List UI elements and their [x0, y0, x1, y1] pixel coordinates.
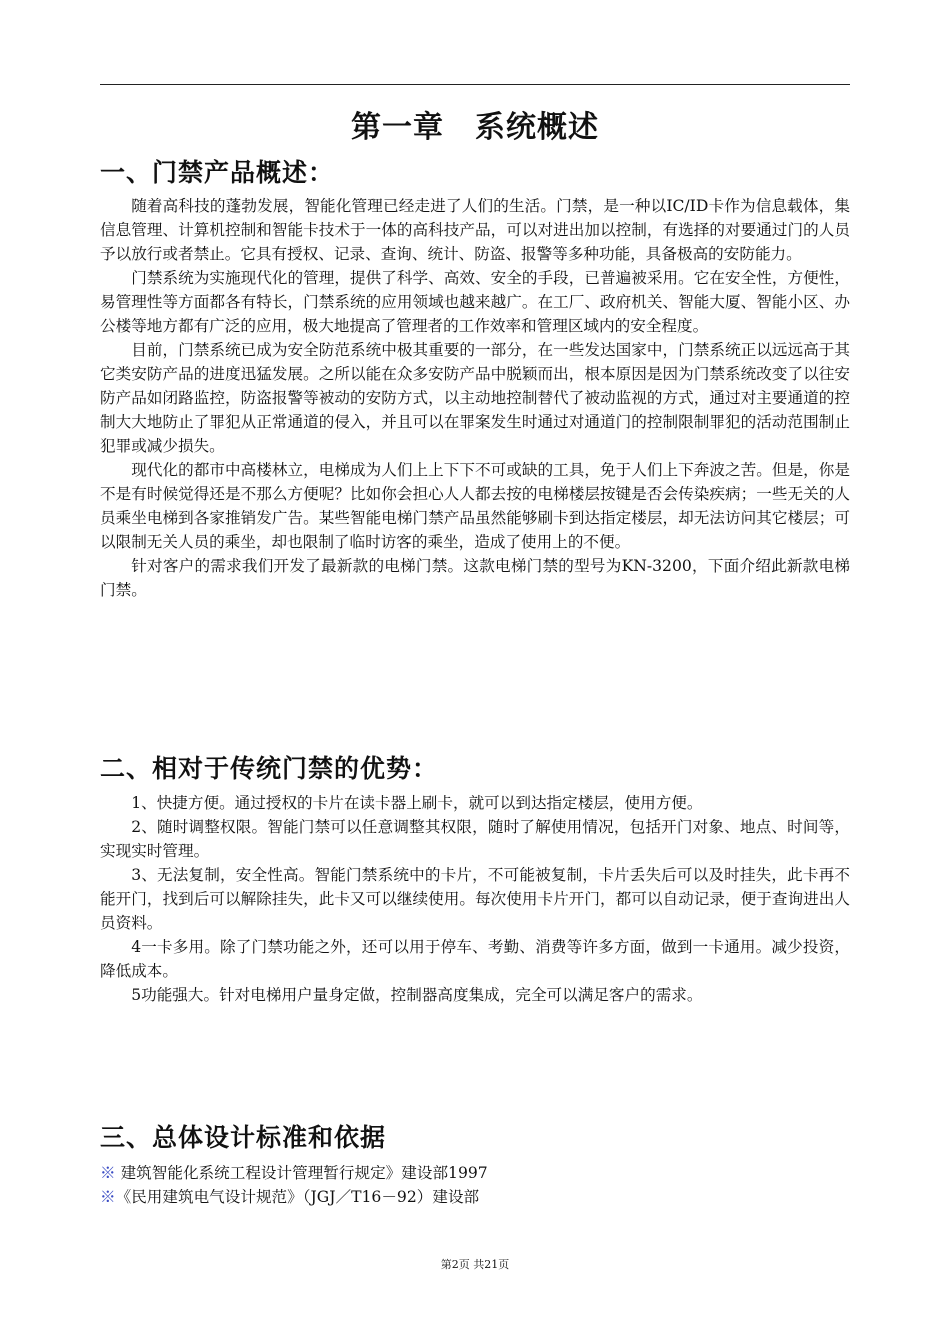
reference-mark-icon: ※: [100, 1188, 116, 1206]
paragraph: 现代化的都市中高楼林立，电梯成为人们上上下下不可或缺的工具，免于人们上下奔波之苦。但是，你是不是有时候觉得还是不那么方便呢？比如你会担心人人都去按的电梯楼层按键是否会传染疾病；一些无关的人员乘坐电梯到各家推销发广告。某些智能电梯门禁产品虽然能够刷卡到达指定楼层，却无法访问其它楼层；可以限制无关人员的乘坐，却也限制了临时访客的乘坐，造成了使用上的不便。: [100, 461, 850, 551]
header-rule: [100, 84, 850, 85]
advantage-item: 2、随时调整权限。智能门禁可以任意调整其权限，随时了解使用情况，包括开门对象、地点、时间等，实现实时管理。: [100, 818, 850, 860]
reference-text: 《民用建筑电气设计规范》（JGJ／T16－92）建设部: [115, 1188, 480, 1206]
page-footer: 第2页 共21页: [440, 1258, 510, 1271]
reference-list: [100, 1161, 850, 1209]
chapter-title: 第一章 系统概述: [351, 110, 599, 145]
section-heading-advantages: 二、相对于传统门禁的优势：: [100, 754, 439, 783]
reference-text: 建筑智能化系统工程设计管理暂行规定》建设部1997: [115, 1164, 488, 1182]
reference-mark-icon: ※: [100, 1164, 116, 1182]
section-body-overview: [100, 194, 850, 602]
advantage-item: 1、快捷方便。通过授权的卡片在读卡器上刷卡，就可以到达指定楼层，使用方便。: [131, 794, 703, 812]
reference-item: [100, 1185, 850, 1209]
paragraph: 门禁系统为实施现代化的管理，提供了科学、高效、安全的手段，已普遍被采用。它在安全性，方便性，易管理性等方面都各有特长，门禁系统的应用领域也越来越广。在工厂、政府机关、智能大厦、智能小区、办公楼等地方都有广泛的应用，极大地提高了管理者的工作效率和管理区域内的安全程度。: [100, 269, 850, 335]
advantage-item: 3、无法复制，安全性高。智能门禁系统中的卡片，不可能被复制，卡片丢失后可以及时挂失，此卡再不能开门，找到后可以解除挂失，此卡又可以继续使用。每次使用卡片开门，都可以自动记录，便于查询进出人员资料。: [100, 866, 850, 932]
section-heading-overview: 一、门禁产品概述：: [100, 158, 335, 187]
section-heading-standards: 三、总体设计标准和依据: [100, 1123, 387, 1152]
advantage-item: 4一卡多用。除了门禁功能之外，还可以用于停车、考勤、消费等许多方面，做到一卡通用。减少投资，降低成本。: [100, 938, 850, 980]
advantage-item: 5功能强大。针对电梯用户量身定做，控制器高度集成，完全可以满足客户的需求。: [131, 986, 703, 1004]
section-body-advantages: [100, 791, 850, 1007]
reference-item: [100, 1161, 850, 1185]
paragraph: 目前，门禁系统已成为安全防范系统中极其重要的一部分，在一些发达国家中，门禁系统正以远远高于其它类安防产品的进度迅猛发展。之所以能在众多安防产品中脱颖而出，根本原因是因为门禁系统改变了以往安防产品如闭路监控，防盗报警等被动的安防方式，以主动地控制替代了被动监视的方式，通过对主要通道的控制大大地防止了罪犯从正常通道的侵入，并且可以在罪案发生时通过对通道门的控制限制罪犯的活动范围制止犯罪或减少损失。: [100, 341, 850, 455]
paragraph: 随着高科技的蓬勃发展，智能化管理已经走进了人们的生活。门禁，是一种以IC/ID卡作为信息载体，集信息管理、计算机控制和智能卡技术于一体的高科技产品，可以对进出加以控制，有选择的对要通过门的人员予以放行或者禁止。它具有授权、记录、查询、统计、防盗、报警等多种功能，具备极高的安防能力。: [100, 197, 850, 263]
paragraph: 针对客户的需求我们开发了最新款的电梯门禁。这款电梯门禁的型号为KN-3200，下面介绍此新款电梯门禁。: [100, 557, 850, 599]
